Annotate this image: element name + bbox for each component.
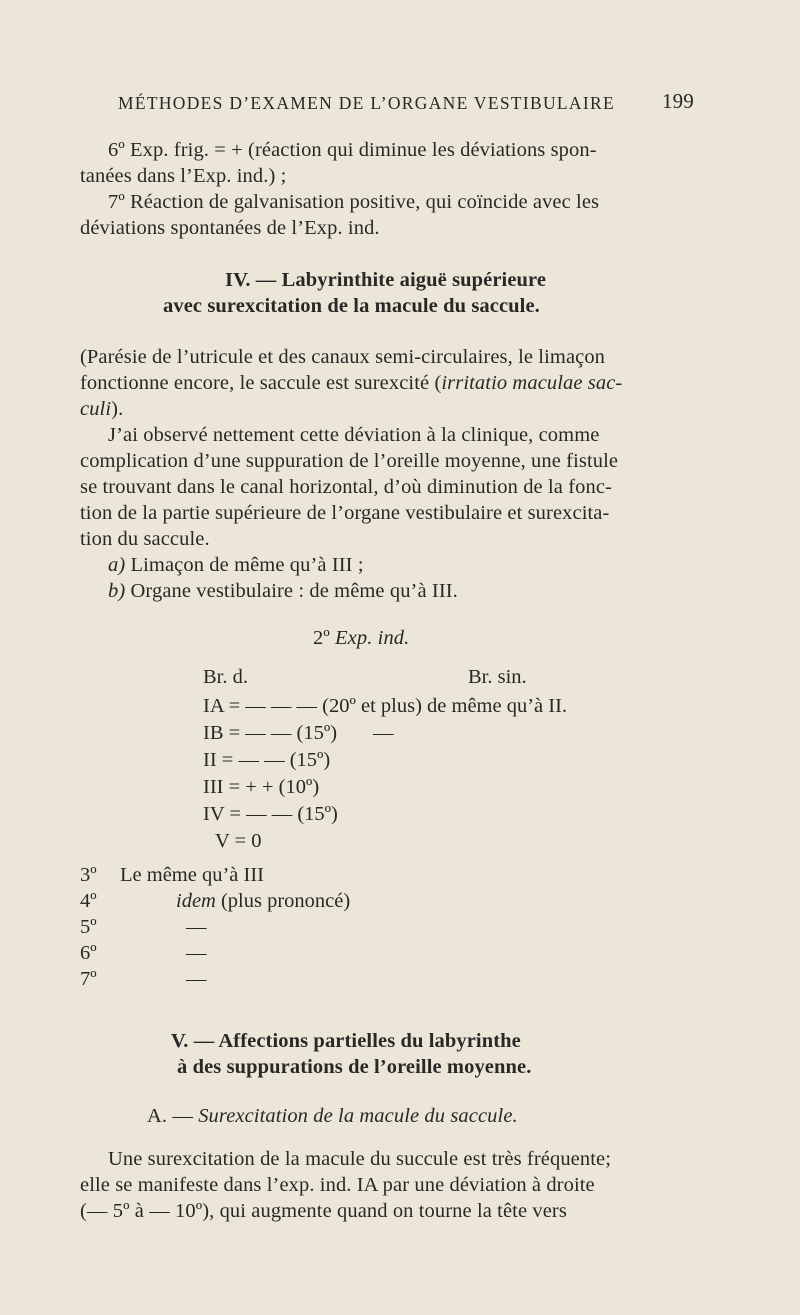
table-row: III = + + (10º): [203, 776, 320, 798]
list-italic: idem: [176, 890, 216, 912]
list-dash: —: [186, 916, 207, 938]
section-title: V. — Affections partielles du labyrinthe: [171, 1030, 521, 1052]
list-number: 6º: [80, 942, 97, 964]
list-item: [108, 552, 364, 578]
list-number: 3º: [80, 864, 97, 886]
text-line: se trouvant dans le canal horizontal, d’où diminution de la fonc-: [80, 476, 612, 498]
table-row: IA = — — — (20º et plus) de même qu’à II.: [203, 695, 568, 717]
page-number: 199: [662, 89, 694, 113]
subsection-title: [147, 1103, 518, 1129]
table-row: II = — — (15º): [203, 749, 331, 771]
subsection-label: A. —: [147, 1105, 199, 1127]
text-line: J’ai observé nettement cette déviation à la clinique, comme: [108, 424, 600, 446]
text-line: (Parésie de l’utricule et des canaux semi-circulaires, le limaçon: [80, 346, 606, 368]
list-tail: (plus prononcé): [215, 890, 351, 912]
table-row: IV = — — (15º): [203, 803, 338, 825]
running-title: MÉTHODES D’EXAMEN DE L’ORGANE VESTIBULAIRE: [118, 93, 615, 113]
subheading: [313, 625, 409, 651]
section-title: avec surexcitation de la macule du saccule.: [163, 295, 540, 317]
subheading-number: 2º: [313, 627, 336, 649]
text-line: [80, 370, 622, 396]
latin-term: irritatio maculae sac-: [441, 372, 623, 394]
text-line: 6º Exp. frig. = + (réaction qui diminue les déviations spon-: [108, 139, 597, 161]
text-line: 7º Réaction de galvanisation positive, qui coïncide avec les: [108, 191, 600, 213]
text-line: tion du saccule.: [80, 528, 210, 550]
item-text: Organe vestibulaire : de même qu’à III.: [125, 580, 458, 602]
text-line: (— 5º à — 10º), qui augmente quand on tourne la tête vers: [80, 1200, 567, 1222]
text-line: tion de la partie supérieure de l’organe vestibulaire et surexcita-: [80, 502, 610, 524]
list-dash: —: [186, 942, 207, 964]
subsection-text: Surexcitation de la macule du saccule.: [198, 1105, 518, 1127]
text-line: Une surexcitation de la macule du succule est très fréquente;: [108, 1148, 612, 1170]
text-span: fonctionne encore, le saccule est surexcité (: [80, 372, 442, 394]
list-number: 7º: [80, 968, 97, 990]
list-dash: —: [186, 968, 207, 990]
latin-term: culi: [80, 398, 112, 420]
table-row: V = 0: [215, 830, 262, 852]
list-number: 4º: [80, 890, 97, 912]
text-line: [80, 396, 123, 422]
col-header-right: Br. sin.: [468, 666, 527, 688]
item-text: Limaçon de même qu’à III ;: [125, 554, 364, 576]
text-span: ).: [111, 398, 124, 420]
col-header-left: Br. d.: [203, 666, 248, 688]
text-line: tanées dans l’Exp. ind.) ;: [80, 165, 287, 187]
text-line: complication d’une suppuration de l’oreille moyenne, une fistule: [80, 450, 619, 472]
list-text: [176, 888, 350, 914]
text-line: déviations spontanées de l’Exp. ind.: [80, 217, 380, 239]
table-row: IB = — — (15º) —: [203, 722, 394, 744]
list-text: Le même qu’à III: [120, 864, 264, 886]
list-number: 5º: [80, 916, 97, 938]
section-title: IV. — Labyrinthite aiguë supérieure: [225, 269, 547, 291]
section-title: à des suppurations de l’oreille moyenne.: [177, 1056, 532, 1078]
text-line: elle se manifeste dans l’exp. ind. IA par une déviation à droite: [80, 1174, 595, 1196]
item-label: b): [108, 580, 126, 602]
subheading-text: Exp. ind.: [335, 627, 410, 649]
item-label: a): [108, 554, 126, 576]
list-item: [108, 578, 458, 604]
